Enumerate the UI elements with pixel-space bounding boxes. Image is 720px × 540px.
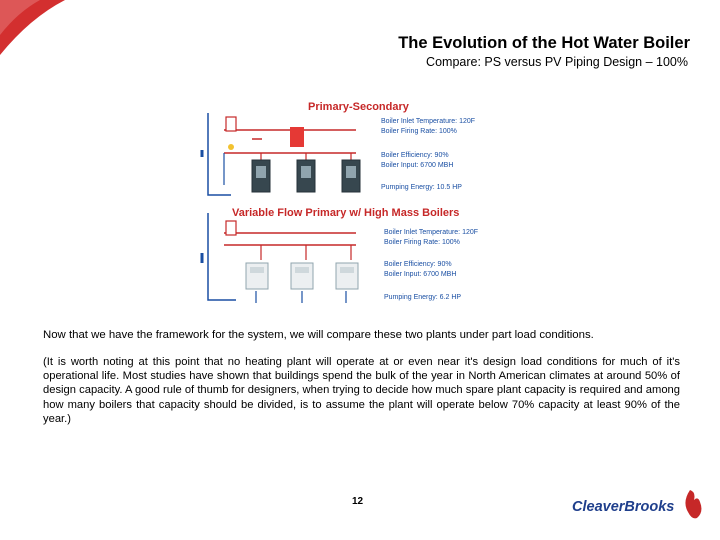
cleaverbrooks-logo	[570, 482, 705, 524]
ps-stat-pumping: Pumping Energy: 10.5 HP	[381, 184, 462, 191]
page-number: 12	[352, 496, 364, 507]
ps-boiler-2	[297, 160, 315, 192]
pv-piping	[202, 213, 356, 303]
piping-diagram	[196, 95, 526, 310]
slide-subtitle: Compare: PS versus PV Piping Design – 100%	[426, 55, 688, 69]
pv-stat-input: Boiler Input: 6700 MBH	[384, 271, 457, 278]
pv-stat-pumping: Pumping Energy: 6.2 HP	[384, 294, 462, 301]
ps-boiler-1	[252, 160, 270, 192]
ps-diagram-title: Primary-Secondary	[308, 101, 409, 113]
body-paragraph-note: (It is worth noting at this point that no heating plant will operate at or even near it's design load conditions for much of it's operational life. Most studies have shown that buildings spend the bulk of the year in North American climates at around 50% of design capacity. A good rule of thumb for designers, when trying to decide how much spare plant capacity is required and among how many boilers that capacity should be divided, is to assume the plant will operate below 70% capacity at least 90% of the year.)	[43, 356, 680, 425]
body-paragraph-intro: Now that we have the framework for the system, we will compare these two plants under part load conditions.	[43, 329, 594, 341]
ps-piping	[202, 113, 356, 195]
logo-text: CleaverBrooks	[572, 499, 675, 515]
ps-stat-input: Boiler Input: 6700 MBH	[381, 162, 454, 169]
slide-title: The Evolution of the Hot Water Boiler	[398, 34, 690, 52]
pv-boiler-3	[336, 263, 358, 289]
corner-swoosh-decoration	[0, 0, 80, 60]
pv-diagram-title: Variable Flow Primary w/ High Mass Boilers	[232, 207, 460, 219]
pv-stat-inlet-temp: Boiler Inlet Temperature: 120F	[384, 229, 479, 236]
ps-boiler-3	[342, 160, 360, 192]
ps-stat-efficiency: Boiler Efficiency: 90%	[381, 152, 449, 159]
pv-boiler-2	[291, 263, 313, 289]
pv-boiler-1	[246, 263, 268, 289]
pv-stat-efficiency: Boiler Efficiency: 90%	[384, 261, 452, 268]
ps-stat-firing-rate: Boiler Firing Rate: 100%	[381, 128, 457, 135]
pv-stat-firing-rate: Boiler Firing Rate: 100%	[384, 239, 460, 246]
ps-stat-inlet-temp: Boiler Inlet Temperature: 120F	[381, 118, 476, 125]
